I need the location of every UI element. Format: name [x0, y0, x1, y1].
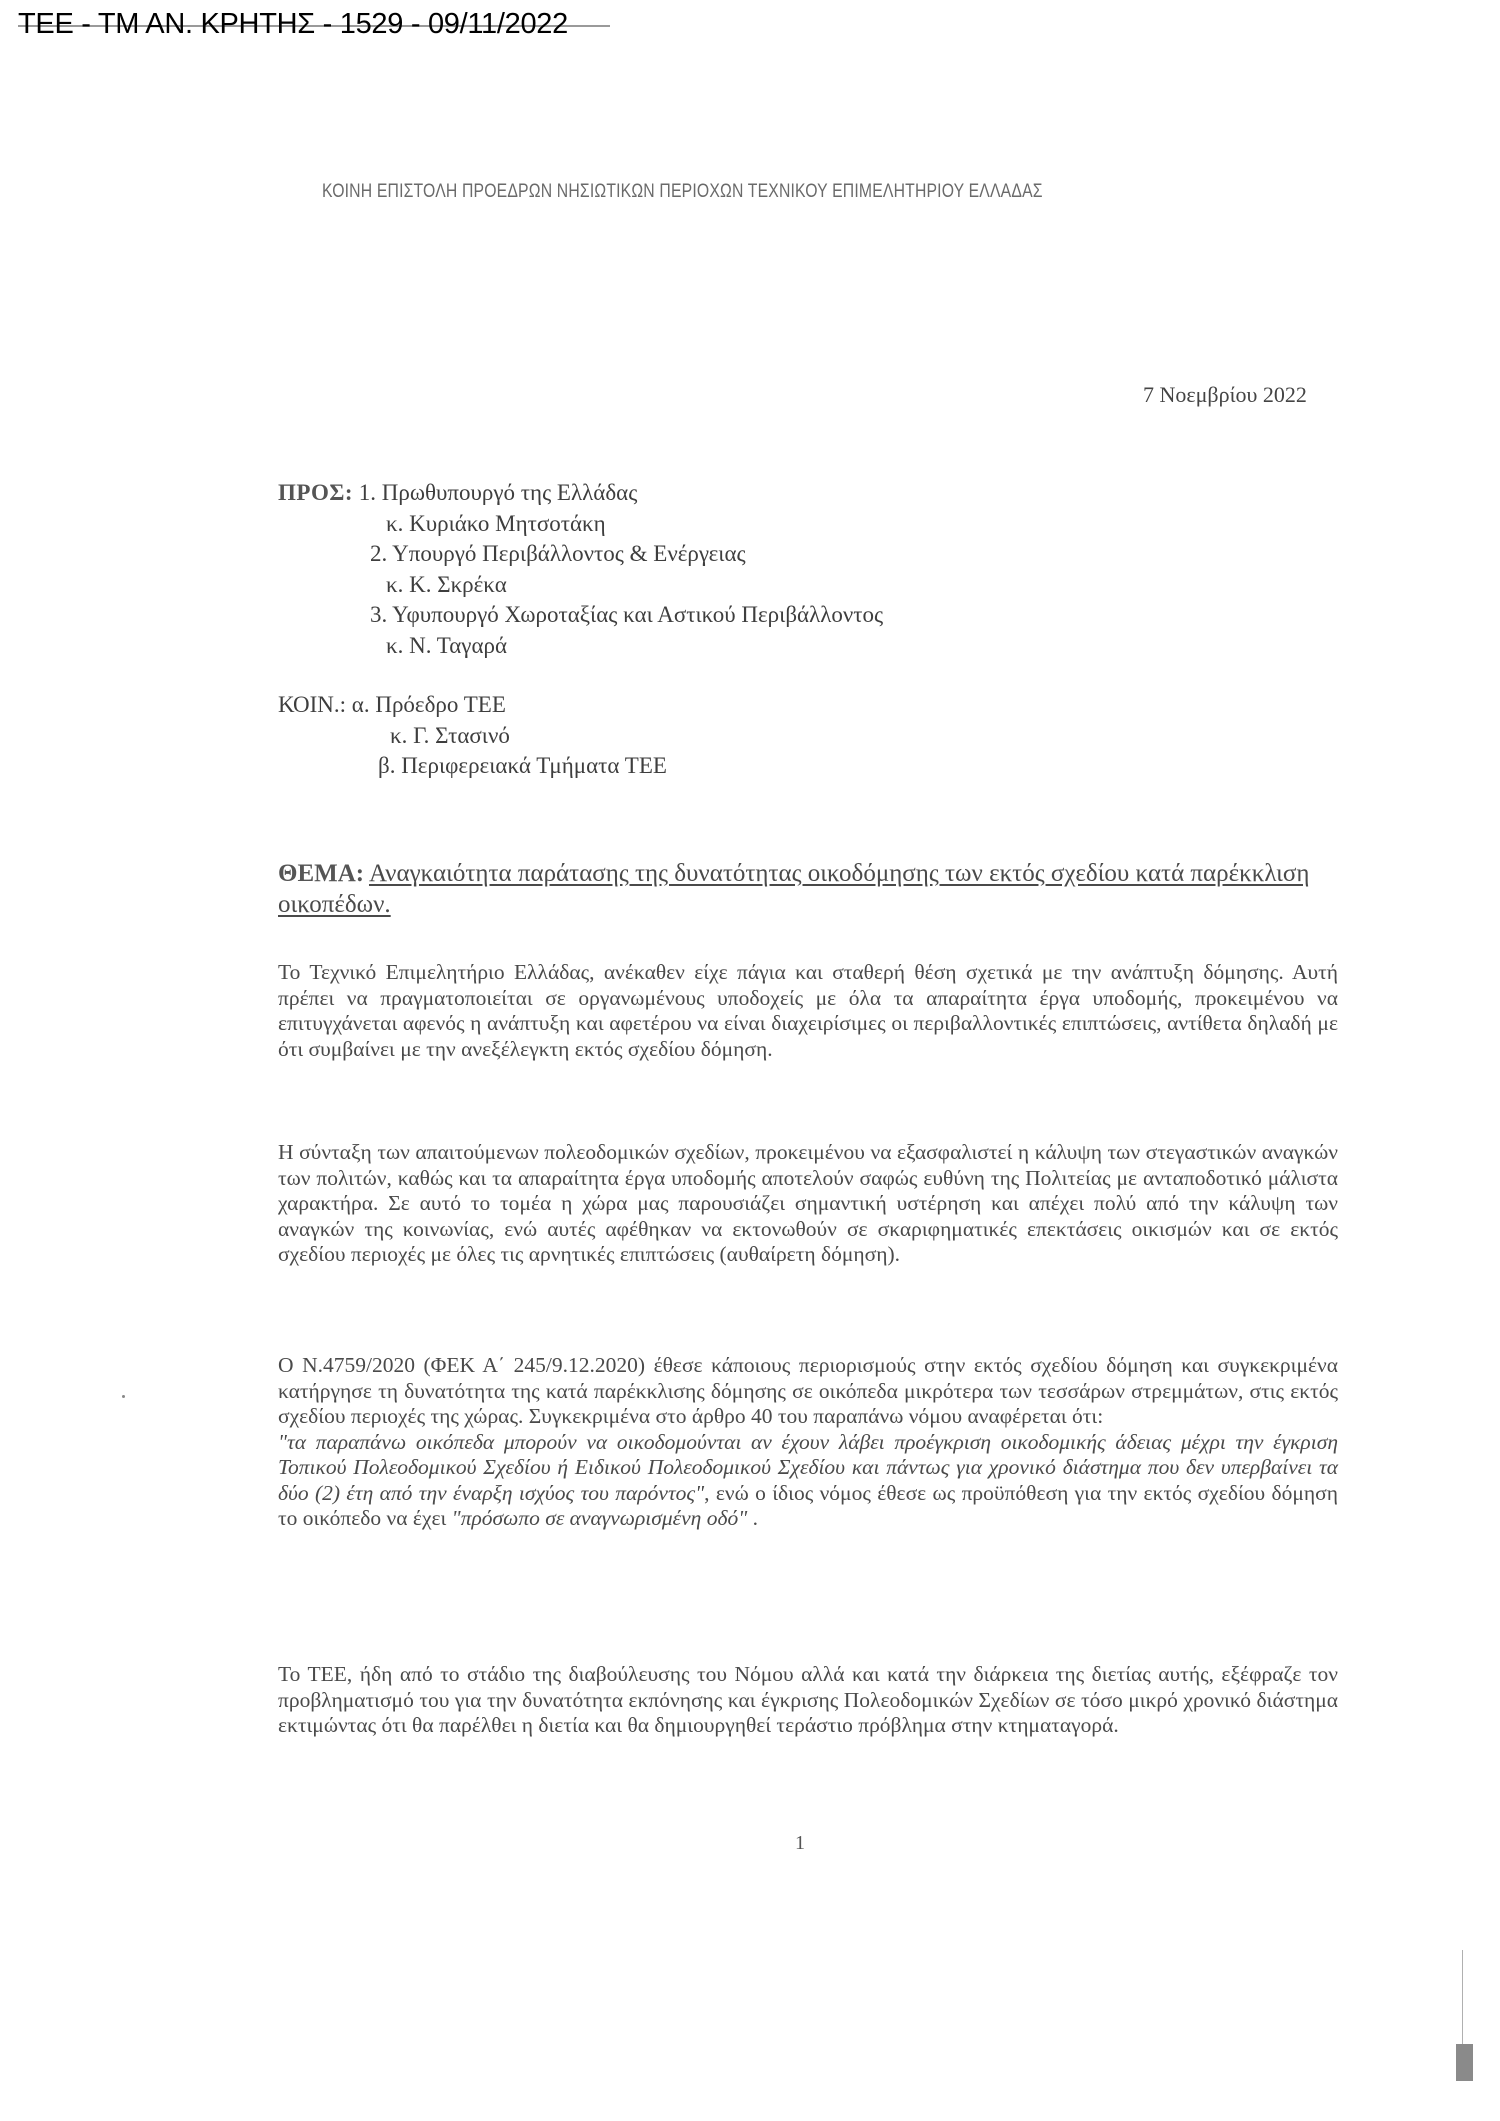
letterhead-title: ΚΟΙΝΗ ΕΠΙΣΤΟΛΗ ΠΡΟΕΔΡΩΝ ΝΗΣΙΩΤΙΚΩΝ ΠΕΡΙΟΧΩΝ ΤΕΧΝΙΚΟΥ ΕΠΙΜΕΛΗΤΗΡΙΟΥ ΕΛΛΑΔΑΣ [322, 181, 1043, 202]
cc-label: ΚΟΙΝ.: [278, 692, 347, 717]
subject-line [278, 858, 1328, 920]
scan-speck [122, 1395, 125, 1398]
paragraph-4: Το ΤΕΕ, ήδη από το στάδιο της διαβούλευσης του Νόμου αλλά και κατά την διάρκεια της διετίας αυτής, εξέφραζε τον προβληματισμό του για την δυνατότητα εκπόνησης και έγκρισης Πολεοδομικών Σχεδίων σε τόσο μικρό χρονικό διάστημα εκτιμώντας ότι θα παρέλθει η διετία και θα δημιουργηθεί τεράστιο πρόβλημα στην κτηματαγορά. [278, 1662, 1338, 1737]
scan-mark [1456, 2044, 1473, 2081]
law-quote: "τα παραπάνω οικόπεδα μπορούν να οικοδομούνται αν έχουν λάβει προέγκριση οικοδομικής άδειας μέχρι την έγκριση Τοπικού Πολεοδομικού Σχεδίου ή Ειδικού Πολεοδομικού Σχεδίου και πάντως για χρονικό διάστημα που δεν υπερβαίνει τα δύο (2) έτη από την έναρξη ισχύος του παρόντος" [278, 1429, 1338, 1505]
scan-edge-line [1462, 1950, 1463, 2046]
page-number: 1 [795, 1832, 805, 1854]
recipient-2-name: κ. Κ. Σκρέκα [386, 571, 507, 597]
subject-text: Αναγκαιότητα παράτασης της δυνατότητας οικοδόμησης των εκτός σχεδίου κατά παρέκκλιση οικοπέδων. [278, 860, 1310, 918]
recipient-1-name: κ. Κυριάκο Μητσοτάκη [386, 510, 606, 536]
paragraph-3-intro: Ο Ν.4759/2020 (ΦΕΚ Α΄ 245/9.12.2020) έθεσε κάποιους περιορισμούς στην εκτός σχεδίου δόμηση και συγκεκριμένα κατήργησε τη δυνατότητα της κατά παρέκκλισης δόμησης σε οικόπεδα μικρότερα των τεσσάρων στρεμμάτων, στις εκτός σχεδίου περιοχές της χώρας. Συγκεκριμένα στο άρθρο 40 του παραπάνω νόμου αναφέρεται ότι: [278, 1353, 1338, 1428]
protocol-stamp: ΤΕΕ - ΤΜ ΑΝ. ΚΡΗΤΗΣ - 1529 - 09/11/2022 [18, 8, 568, 40]
paragraph-3-mid: , ενώ ο ίδιος νόμος έθεσε ως προϋπόθεση για την εκτός σχεδίου δόμηση το οικόπεδο να έχει [278, 1480, 1338, 1530]
letter-date: 7 Νοεμβρίου 2022 [1143, 382, 1307, 407]
recipient-2-title: 2. Υπουργό Περιβάλλοντος & Ενέργειας [370, 541, 746, 566]
recipient-1-title: ΠΡΟΣ: 1. Πρωθυπουργό της Ελλάδας [278, 480, 638, 505]
subject-label: ΘΕΜΑ: [278, 860, 365, 887]
recipient-3-name: κ. Ν. Ταγαρά [386, 632, 508, 658]
cc-1-title: ΚΟΙΝ.: α. Πρόεδρο ΤΕΕ [278, 692, 506, 717]
cc-1-name: κ. Γ. Στασινό [390, 722, 510, 748]
cc-block [278, 690, 667, 782]
recipients-block [278, 478, 883, 661]
cc-2-title: β. Περιφερειακά Τμήματα ΤΕΕ [378, 753, 667, 778]
recipient-3-title: 3. Υφυπουργό Χωροταξίας και Αστικού Περιβάλλοντος [370, 602, 884, 627]
paragraph-2: Η σύνταξη των απαιτούμενων πολεοδομικών σχεδίων, προκειμένου να εξασφαλιστεί η κάλυψη των στεγαστικών αναγκών των πολιτών, καθώς και τα απαραίτητα έργα υποδομής αποτελούν σαφώς ευθύνη της Πολιτείας με ανταποδοτικό μάλιστα χαρακτήρα. Σε αυτό το τομέα η χώρα μας παρουσιάζει σημαντική υστέρηση και απέχει πολύ από την κάλυψη των αναγκών της κοινωνίας, ενώ αυτές αφέθηκαν να εκτονωθούν σε σκαριφηματικές επεκτάσεις οικισμών και σε εκτός σχεδίου περιοχές με όλες τις αρνητικές επιπτώσεις (αυθαίρετη δόμηση). [278, 1140, 1338, 1266]
recipients-label: ΠΡΟΣ: [278, 480, 354, 505]
paragraph-1: Το Τεχνικό Επιμελητήριο Ελλάδας, ανέκαθεν είχε πάγια και σταθερή θέση σχετικά με την ανάπτυξη δόμησης. Αυτή πρέπει να πραγματοποιείται σε οργανωμένους υποδοχείς με όλα τα απαραίτητα έργα υποδομής, προκειμένου να επιτυγχάνεται αφενός η ανάπτυξη και αφετέρου να είναι διαχειρίσιμες οι περιβαλλοντικές επιπτώσεις, αντίθετα δηλαδή με ότι συμβαίνει με την ανεξέλεγκτη εκτός σχεδίου δόμηση. [278, 960, 1338, 1061]
road-frontage-quote: "πρόσωπο σε αναγνωρισμένη οδό" [451, 1506, 748, 1530]
paragraph-3: Ο Ν.4759/2020 (ΦΕΚ Α΄ 245/9.12.2020) έθεσε κάποιους περιορισμούς στην εκτός σχεδίου δόμηση και συγκεκριμένα κατήργησε τη δυνατότητα της κατά παρέκκλισης δόμησης σε οικόπεδα μικρότερα των τεσσάρων στρεμμάτων, στις εκτός σχεδίου περιοχές της χώρας. Συγκεκριμένα στο άρθρο 40 του παραπάνω νόμου αναφέρεται ότι: "τα παραπάνω οικόπεδα μπορούν να οικοδομούνται αν έχουν λάβει προέγκριση οικοδομικής άδειας μέχρι την έγκριση Τοπικού Πολεοδομικού Σχεδίου ή Ειδικού Πολεοδομικού Σχεδίου και πάντως για χρονικό διάστημα που δεν υπερβαίνει τα δύο (2) έτη από την έναρξη ισχύος του παρόντος", ενώ ο ίδιος νόμος έθεσε ως προϋπόθεση για την εκτός σχεδίου δόμηση το οικόπεδο να έχει "πρόσωπο σε αναγνωρισμένη οδό" . [278, 1353, 1338, 1530]
